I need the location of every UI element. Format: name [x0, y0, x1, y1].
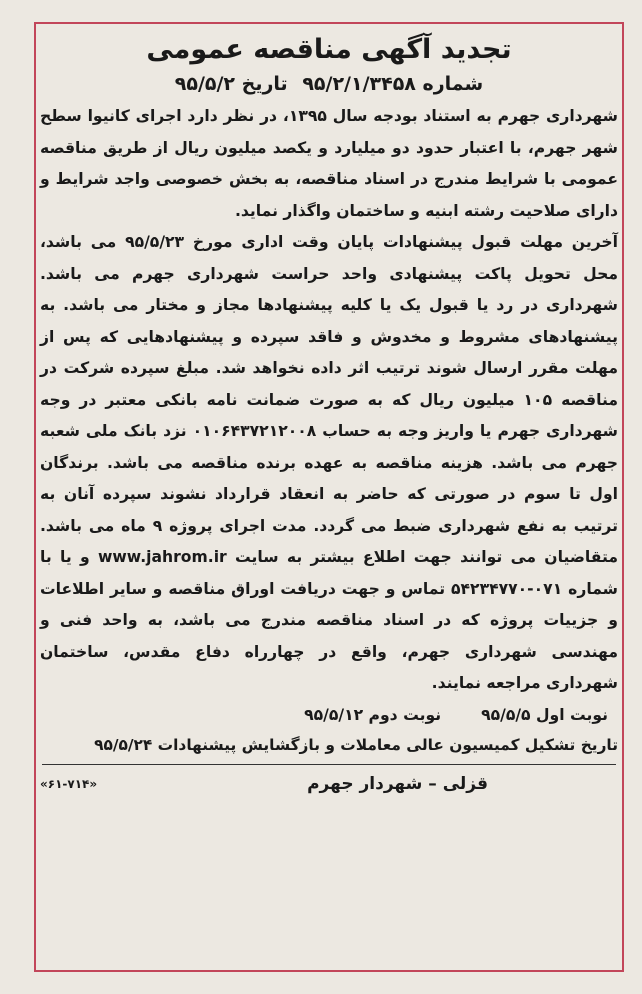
notice-paragraph-intro: شهرداری جهرم به استناد بودجه سال ۱۳۹۵، در نظر دارد اجرای کانیوا سطح شهر جهرم، با اعتبار حدود دو میلیارد و یکصد میلیون ریال از طریق مناقصه عمومی با شرایط مندرج در اسناد مناقصه، به بخش خصوصی واجد شرایط و دارای صلاحیت رشته ابنیه و ساختمان واگذار نماید. — [40, 107, 618, 220]
signature-row — [40, 769, 618, 799]
mayor-signature: قزلی – شهردار جهرم — [307, 773, 488, 794]
reference-date: تاریخ ۹۵/۵/۲ — [174, 73, 288, 95]
publication-dates — [40, 700, 618, 730]
first-publication: نوبت اول ۹۵/۵/۵ — [481, 705, 608, 724]
notice-paragraph-terms: آخرین مهلت قبول پیشنهادات پایان وقت اداری مورخ ۹۵/۵/۲۳ می باشد، محل تحویل پاکت پیشنهادی واحد حراست شهرداری جهرم می باشد. شهرداری در رد یا قبول یک یا کلیه پیشنهادها مجاز و مختار می باشد. به پیشنهادهای مشروط و مخدوش و فاقد سپرده و پیشنهادهایی که پس از مهلت مقرر ارسال شوند ترتیب اثر داده نخواهد شد. مبلغ سپرده شرکت در مناقصه ۱۰۵ میلیون ریال که به صورت ضمانت نامه بانکی معتبر در وجه شهرداری جهرم یا واریز وجه به حساب ۰۱۰۶۴۳۷۲۱۲۰۰۸ نزد بانک ملی شعبه جهرم می باشد. هزینه مناقصه به عهده برنده مناقصه می باشد. برندگان اول تا سوم در صورتی که حاضر به انعقاد قرارداد نشوند سپرده آنان به ترتیب به نفع شهرداری ضبط می گردد. مدت اجرای پروژه ۹ ماه می باشد. متقاضیان می توانند جهت اطلاع بیشتر به سایت www.jahrom.ir و یا با شماره ۰۷۱-۵۴۲۳۴۷۷۰ تماس و جهت دریافت اوراق مناقصه و سایر اطلاعات و جزییات پروژه که در اسناد مناقصه مندرج می باشد، به واحد فنی و مهندسی شهرداری جهرم، واقع در چهارراه دفاع مقدس، ساختمان شهرداری مراجعه نمایند. — [40, 233, 618, 692]
divider — [42, 764, 616, 765]
notice-body — [40, 30, 618, 799]
notice-title: تجدید آگهی مناقصه عمومی — [146, 34, 512, 65]
commission-date: تاریخ تشکیل کمیسیون عالی معاملات و بازگشایش پیشنهادات ۹۵/۵/۲۴ — [94, 735, 618, 754]
ad-code: «۶۱-۷۱۴» — [40, 776, 98, 791]
notice-reference — [40, 73, 618, 95]
reference-number: شماره ۹۵/۲/۱/۳۴۵۸ — [302, 73, 484, 95]
second-publication: نوبت دوم ۹۵/۵/۱۲ — [304, 705, 442, 724]
